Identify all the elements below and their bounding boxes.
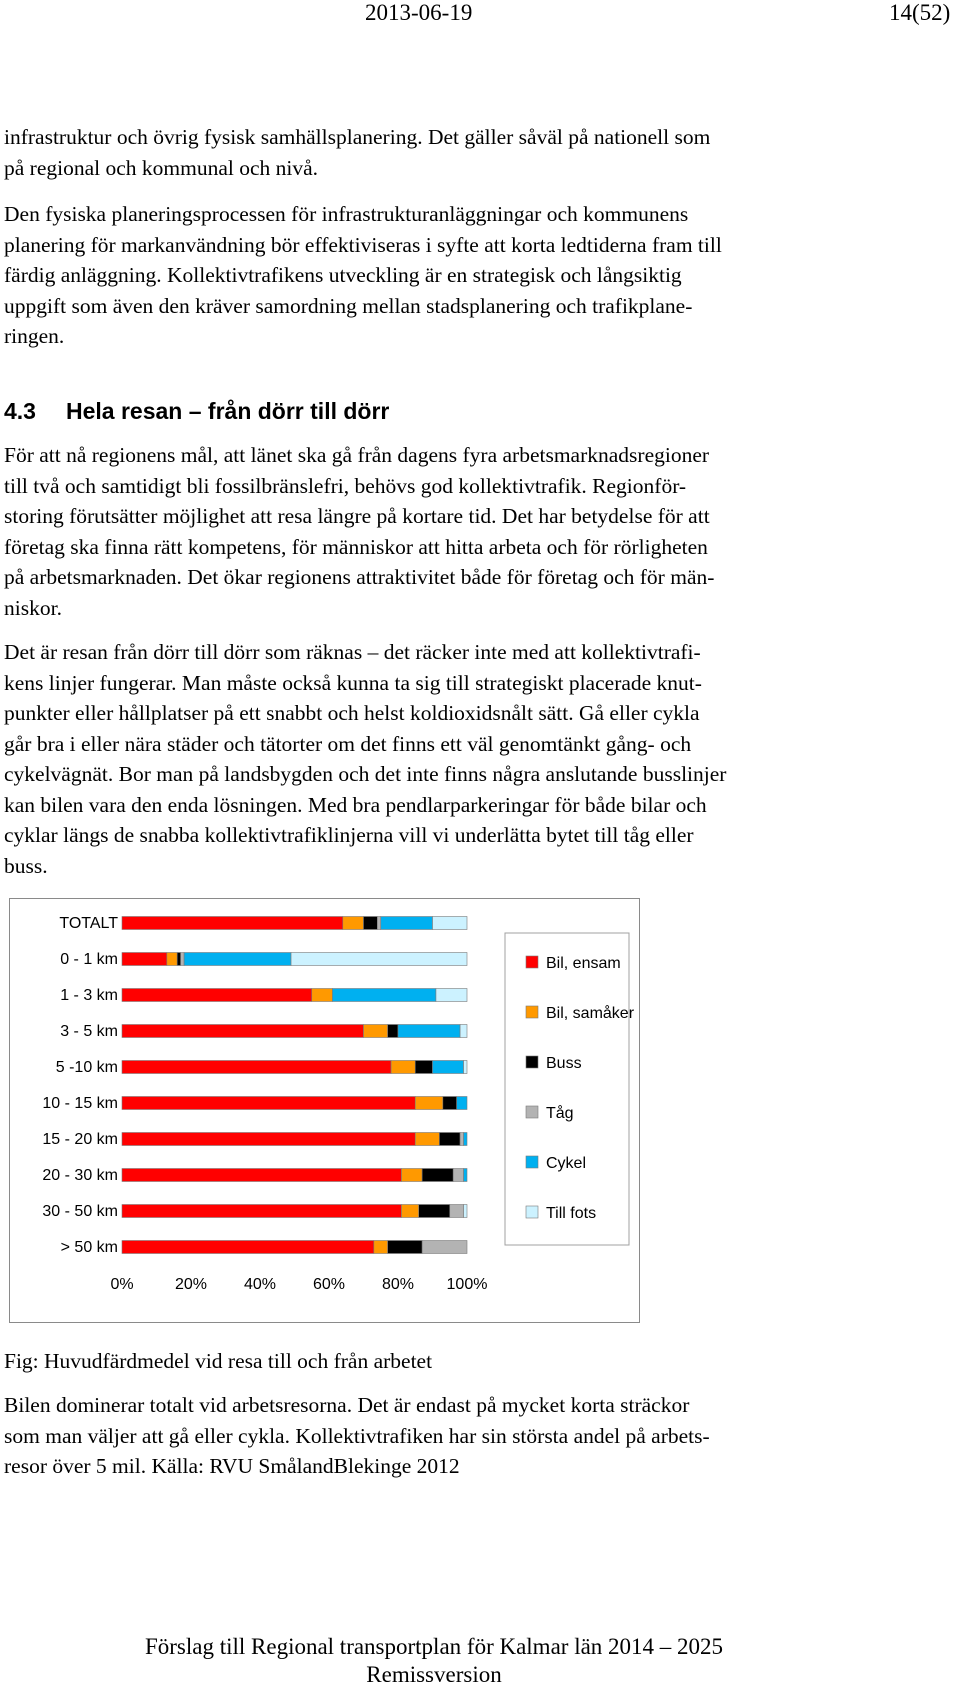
- x-tick-label: 60%: [312, 1276, 346, 1293]
- footer-subtitle: Remissversion: [366, 1662, 502, 1687]
- bar-segment: [122, 953, 167, 966]
- paragraph-4: Det är resan från dörr till dörr som räknas – det räcker inte med att kollektivtrafi- kens linjer fungerar. Man måste också kunna ta sig till strategiskt placerade knut- punkter eller hållplatser på ett snabbt och helst koldioxidsnålt sätt. Gå eller cykla går bra i eller nära städer och tätorter om det finns ett väl genomtänkt gång- och cykelvägnät. Bor man på landsbygden och det inte finns några anslutande busslinjer kan bilen vara den enda lösningen. Med bra pendlarparkeringar för både bilar och cyklar längs de snabba kollektivtrafiklinjerna vill vi underlätta bytet till tåg eller buss.: [4, 640, 727, 878]
- bar-segment: [391, 1061, 415, 1074]
- legend-label: Till fots: [546, 1205, 597, 1222]
- legend-box: [505, 933, 629, 1245]
- bar-segment: [460, 1133, 463, 1146]
- category-label: 15 - 20 km: [42, 1131, 118, 1148]
- bar-segment: [122, 1169, 401, 1182]
- paragraph-5: Bilen dominerar totalt vid arbetsresorna. Det är endast på mycket korta sträckor som man väljer att gå eller cykla. Kollektivtrafiken har sin största andel på arbets- resor över 5 mil. Källa: RVU SmålandBlekinge 2012: [4, 1393, 710, 1478]
- bar-segment: [464, 1133, 467, 1146]
- bar-segment: [364, 1025, 388, 1038]
- paragraph-1: infrastruktur och övrig fysisk samhällsplanering. Det gäller såväl på nationell som på regional och kommunal och nivå.: [4, 125, 711, 180]
- x-tick-label: 80%: [381, 1276, 415, 1293]
- x-tick-label: 100%: [446, 1276, 488, 1293]
- category-label: TOTALT: [59, 915, 118, 932]
- category-label: 3 - 5 km: [60, 1023, 118, 1040]
- bar-segment: [122, 989, 312, 1002]
- bar-segment: [433, 1061, 464, 1074]
- section-heading: [4, 396, 389, 426]
- category-label: 5 -10 km: [55, 1059, 118, 1076]
- bar-segment: [439, 1133, 460, 1146]
- bar-segment: [453, 1169, 463, 1182]
- legend-swatch: [526, 1006, 538, 1018]
- bar-segment: [122, 1025, 364, 1038]
- legend-swatch: [526, 1056, 538, 1068]
- bar-segment: [464, 1205, 467, 1218]
- bar-segment: [436, 989, 467, 1002]
- legend-label: Cykel: [546, 1155, 587, 1172]
- category-label: 30 - 50 km: [42, 1203, 118, 1220]
- legend-label: Buss: [546, 1055, 582, 1072]
- bar-segment: [122, 917, 343, 930]
- x-tick-label: 40%: [243, 1276, 277, 1293]
- figure-caption: Fig: Huvudfärdmedel vid resa till och från arbetet: [4, 1349, 433, 1373]
- bar-segment: [388, 1025, 398, 1038]
- x-tick-label: 0%: [110, 1276, 134, 1293]
- category-label: 0 - 1 km: [60, 951, 118, 968]
- bar-segment: [398, 1025, 460, 1038]
- category-label: 20 - 30 km: [42, 1167, 118, 1184]
- bar-segment: [415, 1061, 432, 1074]
- bar-segment: [374, 1241, 388, 1254]
- bar-segment: [312, 989, 333, 1002]
- category-label: > 50 km: [60, 1239, 118, 1256]
- stacked-bar-chart: [10, 899, 641, 1324]
- bar-segment: [433, 917, 468, 930]
- bar-segment: [464, 1169, 467, 1182]
- bar-segment: [460, 1025, 467, 1038]
- bar-segment: [167, 953, 177, 966]
- bar-segment: [401, 1205, 418, 1218]
- bar-segment: [415, 1097, 443, 1110]
- bar-segment: [343, 917, 364, 930]
- legend-label: Bil, ensam: [546, 955, 621, 972]
- bar-segment: [415, 1133, 439, 1146]
- legend-swatch: [526, 1206, 538, 1218]
- legend-swatch: [526, 956, 538, 968]
- bar-segment: [464, 1061, 467, 1074]
- bar-segment: [422, 1241, 467, 1254]
- bar-segment: [377, 917, 380, 930]
- x-tick-label: 20%: [174, 1276, 208, 1293]
- bar-segment: [177, 953, 180, 966]
- bar-segment: [332, 989, 436, 1002]
- bar-segment: [181, 953, 184, 966]
- bar-segment: [184, 953, 291, 966]
- bar-segment: [291, 953, 467, 966]
- legend-swatch: [526, 1106, 538, 1118]
- bar-segment: [122, 1133, 415, 1146]
- footer-title: Förslag till Regional transportplan för Kalmar län 2014 – 2025: [144, 1634, 724, 1659]
- bar-segment: [388, 1241, 423, 1254]
- bar-segment: [457, 1097, 467, 1110]
- header-page-number: 14(52): [889, 0, 951, 25]
- bar-segment: [122, 1205, 401, 1218]
- bar-segment: [364, 917, 378, 930]
- bar-segment: [422, 1169, 453, 1182]
- category-label: 10 - 15 km: [42, 1095, 118, 1112]
- bar-segment: [450, 1205, 464, 1218]
- bar-segment: [122, 1241, 374, 1254]
- legend-label: Tåg: [546, 1105, 574, 1122]
- section-number: 4.3: [4, 398, 36, 424]
- header-date: 2013-06-19: [365, 0, 473, 25]
- bar-segment: [122, 1097, 415, 1110]
- bar-segment: [443, 1097, 457, 1110]
- bar-segment: [401, 1169, 422, 1182]
- legend-label: Bil, samåker: [546, 1005, 635, 1022]
- category-label: 1 - 3 km: [60, 987, 118, 1004]
- bar-segment: [381, 917, 433, 930]
- legend-swatch: [526, 1156, 538, 1168]
- bar-segment: [122, 1061, 391, 1074]
- bar-segment: [419, 1205, 450, 1218]
- section-title: Hela resan – från dörr till dörr: [66, 398, 390, 424]
- transport-mode-chart: [9, 898, 640, 1323]
- paragraph-3: För att nå regionens mål, att länet ska gå från dagens fyra arbetsmarknadsregioner till två och samtidigt bli fossilbränslefri, behövs god kollektivtrafik. Regionför- storing förutsätter möjlighet att resa längre på kortare tid. Det har betydelse för att företag ska finna rätt kompetens, för människor att hitta arbeta och för rörligheten på arbetsmarknaden. Det ökar regionens attraktivitet både för företag och för män- niskor.: [4, 443, 715, 620]
- paragraph-2: Den fysiska planeringsprocessen för infrastrukturanläggningar och kommunens planering för markanvändning bör effektiviseras i syfte att korta ledtiderna fram till färdig anläggning. Kollektivtrafikens utveckling är en strategisk och långsiktig uppgift som även den kräver samordning mellan stadsplanering och trafikplane- ringen.: [4, 202, 722, 348]
